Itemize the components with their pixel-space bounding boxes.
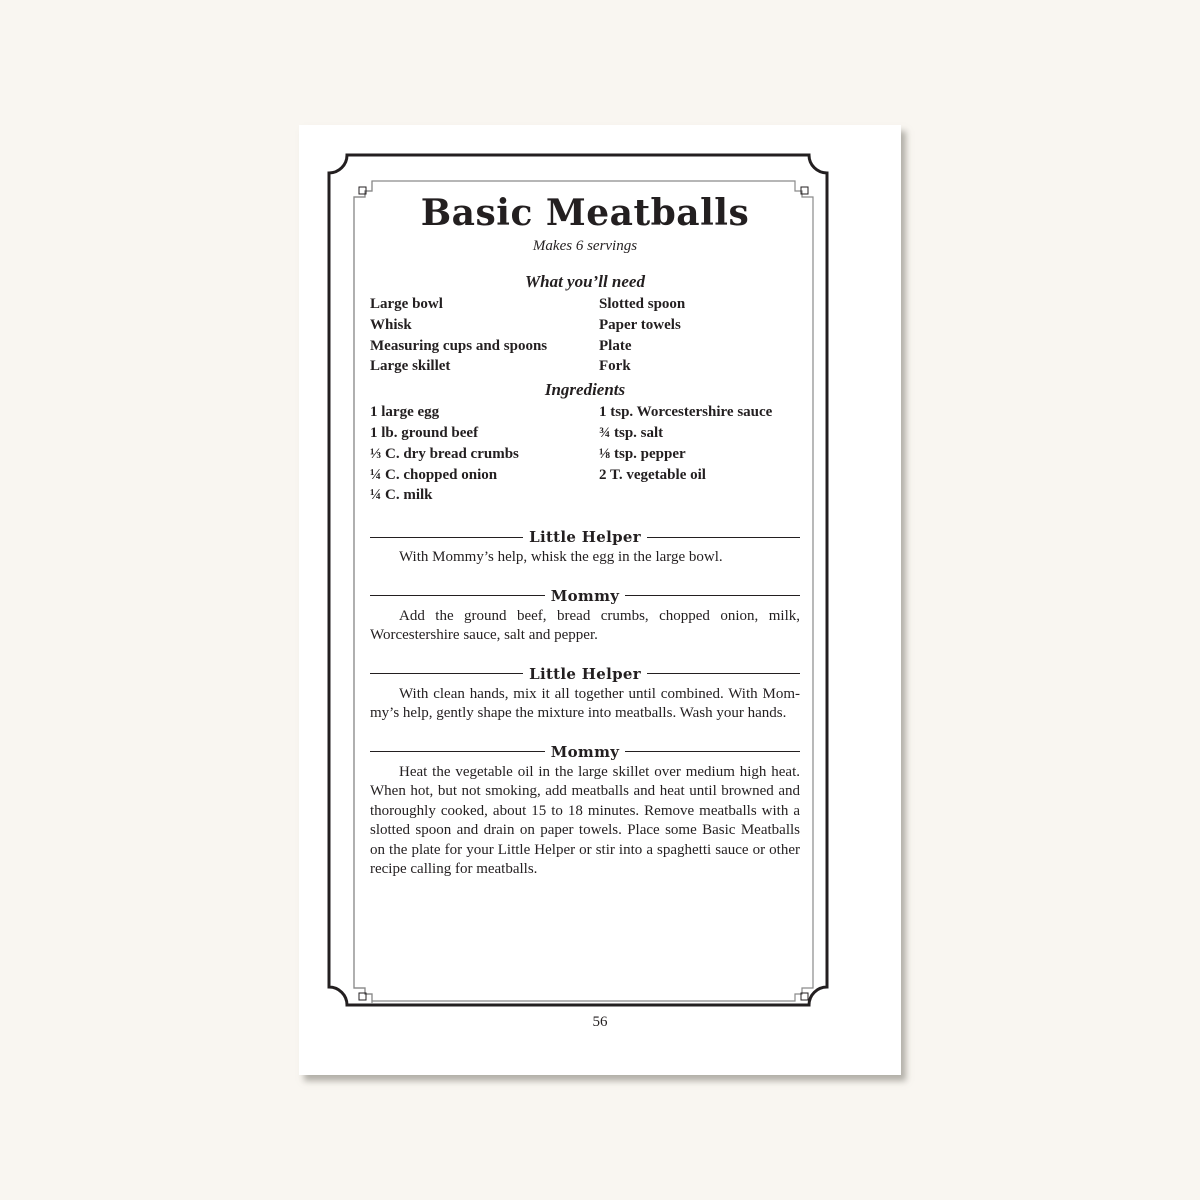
ingredient-item: ⅛ tsp. pepper	[599, 445, 686, 462]
ingredients-list	[370, 402, 800, 506]
step-text: With clean hands, mix it all together until combined. With Mommy’s help, gently shape the mixture into meatballs. Wash your hands.	[370, 685, 800, 722]
step-role-label: Little Helper	[529, 528, 641, 547]
step-text: Add the ground beef, bread crumbs, chopped onion, milk, Worcestershire sauce, salt and pepper.	[370, 607, 800, 644]
instruction-step	[370, 587, 800, 646]
recipe-content	[370, 193, 800, 880]
step-role-label: Little Helper	[529, 664, 641, 683]
step-role-header	[370, 665, 800, 683]
servings-note: Makes 6 servings	[532, 238, 638, 254]
ingredient-item: 1 tsp. Worcestershire sauce	[599, 404, 773, 421]
tool-item: Fork	[599, 358, 631, 375]
instruction-step	[370, 743, 800, 880]
ingredient-item: 1 large egg	[370, 404, 440, 421]
ingredient-item: ¼ C. milk	[370, 487, 433, 504]
divider-rule	[647, 673, 800, 674]
instruction-step	[370, 528, 800, 568]
tools-left-column	[370, 294, 599, 377]
step-role-header	[370, 743, 800, 761]
divider-rule	[370, 537, 523, 538]
ingredients-heading: Ingredients	[544, 380, 626, 400]
ingredient-item: ¼ C. chopped onion	[370, 466, 498, 483]
page-number: 56	[592, 1014, 608, 1030]
ingredients-left-column	[370, 402, 599, 506]
step-role-label: Mommy	[550, 742, 620, 761]
step-role-header	[370, 528, 800, 546]
step-role-label: Mommy	[550, 586, 620, 605]
ingredients-right-column	[599, 402, 800, 506]
tool-item: Plate	[599, 337, 632, 354]
step-role-header	[370, 587, 800, 605]
tool-item: Large skillet	[370, 358, 451, 375]
step-text: Heat the vegetable oil in the large skillet over medium high heat. When hot, but not smoking, add meatballs and heat until browned and thoroughly cooked, about 15 to 18 minutes. Remove meatballs with a slotted spoon and drain on paper towels. Place some Basic Meatballs on the plate for your Little Helper or stir into a spaghetti sauce or other recipe calling for meatballs.	[370, 763, 800, 878]
tool-item: Whisk	[370, 316, 412, 333]
divider-rule	[370, 751, 545, 752]
ingredient-item: 2 T. vegetable oil	[599, 466, 706, 483]
tool-item: Slotted spoon	[599, 296, 686, 312]
divider-rule	[370, 595, 545, 596]
tool-item: Paper towels	[599, 316, 681, 333]
divider-rule	[370, 673, 523, 674]
ingredient-item: ⅓ C. dry bread crumbs	[370, 445, 519, 462]
ingredient-item: 1 lb. ground beef	[370, 424, 479, 441]
tool-item: Measuring cups and spoons	[370, 337, 548, 354]
divider-rule	[625, 595, 800, 596]
divider-rule	[625, 751, 800, 752]
step-text: With Mommy’s help, whisk the egg in the large bowl.	[399, 549, 723, 566]
recipe-title: Basic Meatballs	[420, 192, 750, 234]
tools-list	[370, 294, 800, 377]
tools-right-column	[599, 294, 800, 377]
tool-item: Large bowl	[370, 296, 443, 312]
book-page	[299, 125, 901, 1075]
divider-rule	[647, 537, 800, 538]
tools-heading: What you’ll need	[525, 272, 645, 291]
instruction-step	[370, 665, 800, 724]
ingredient-item: ¾ tsp. salt	[599, 424, 664, 441]
